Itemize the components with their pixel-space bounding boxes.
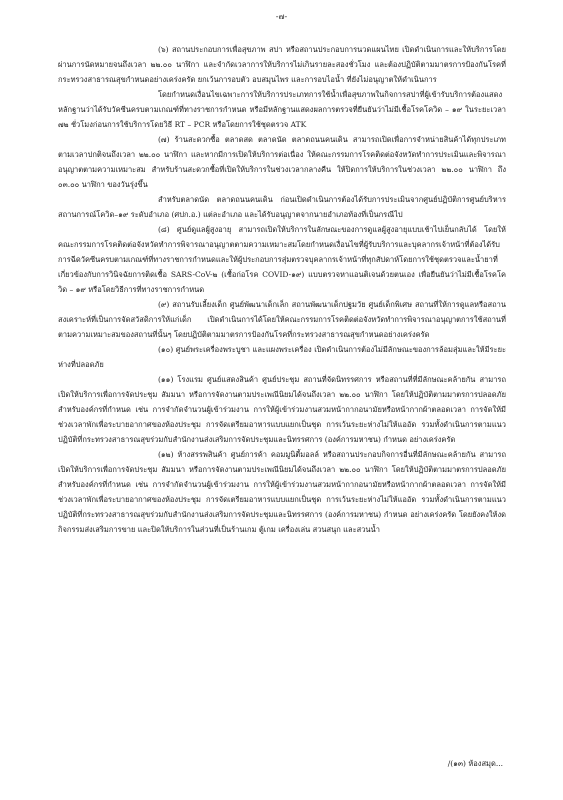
page-number: -๗- <box>275 12 288 21</box>
paragraph-item-6: (๖) สถานประกอบการเพื่อสุขภาพ สปา หรือสถานประกอบการนวดแผนไทย เปิดดำเนินการและให้บริการโดยผ่านการนัดหมายจนถึงเวลา ๒๒.๐๐ นาฬิกา และจำกัดเวลาการให้บริการไม่เกินรายละสองชั่วโมง และต้องปฏิบัติตามมาตรการป้องกันโรคที่กระทรวงสาธารณสุขกำหนดอย่างเคร่งครัด ยกเว้นการอบตัว อบสมุนไพร และการอบไอน้ำ ที่ยังไม่อนุญาตให้ดำเนินการ <box>58 45 506 84</box>
paragraph-market-condition: สำหรับตลาดนัด ตลาดถนนคนเดิน ก่อนเปิดดำเนินการต้องได้รับการประเมินจากศูนย์ปฏิบัติการศูนย์บริหารสถานการณ์โควิด–๑๙ ระดับอำเภอ (ศปก.อ.) แต่ละอำเภอ และได้รับอนุญาตจากนายอำเภอท้องที่เป็นกรณีไป <box>58 195 506 219</box>
paragraph-spa-condition: โดยกำหนดเงื่อนไขเฉพาะการให้บริการประเภทการใช้น้ำเพื่อสุขภาพในกิจการสปาที่ผู้เข้ารับบริการต้องแสดงหลักฐานว่าได้รับวัคซีนครบตามเกณฑ์ที่ทางราชการกำหนด หรือมีหลักฐานแสดงผลการตรวจที่ยืนยันว่าไม่มีเชื้อโรคโควิด – ๑๙ ในระยะเวลา ๗๒ ชั่วโมงก่อนการใช้บริการโดยวิธี RT – PCR หรือโดยการใช้ชุดตรวจ ATK <box>58 90 506 129</box>
document-body <box>58 42 506 537</box>
paragraph-item-10: (๑๐) ศูนย์พระเครื่องพระบูชา และแผงพระเครื่อง เปิดดำเนินการต้องไม่มีลักษณะของการล้อมสุ่มและให้มีระยะห่างที่ปลอดภัย <box>58 345 506 369</box>
continuation-note: /(๑๓) ห้องสมุด... <box>447 759 503 768</box>
paragraph-item-8: (๘) ศูนย์ดูแลผู้สูงอายุ สามารถเปิดให้บริการในลักษณะของการดูแลผู้สูงอายุแบบเช้าไปเย็นกลับได้ โดยให้คณะกรรมการโรคติดต่อจังหวัดทำการพิจารณาอนุญาตตามความเหมาะสมโดยกำหนดเงื่อนไขที่ผู้รับบริการและบุคลากรเจ้าหน้าที่ต้องได้รับการฉีดวัคซีนครบตามเกณฑ์ที่ทางราชการกำหนดและให้ผู้ประกอบการสุ่มตรวจบุคลากรเจ้าหน้าที่ทุกสัปดาห์โดยการใช้ชุดตรวจและน้ำยาที่เกี่ยวข้องกับการวินิจฉัยการติดเชื้อ SARS-CoV-๒ (เชื้อก่อโรค COVID-๑๙) แบบตรวจหาแอนติเจนด้วยตนเอง เพื่อยืนยันว่าไม่มีเชื้อโรคโควิด – ๑๙ หรือโดยวิธีการที่ทางราชการกำหนด <box>58 225 506 294</box>
paragraph-item-7: (๗) ร้านสะดวกซื้อ ตลาดสด ตลาดนัด ตลาดถนนคนเดิน สามารถเปิดเพื่อการจำหน่ายสินค้าได้ทุกประเภทตามเวลาปกติจนถึงเวลา ๒๒.๐๐ นาฬิกา และหากมีการเปิดให้บริการต่อเนื่อง ให้คณะกรรมการโรคติดต่อจังหวัดทำการประเมินและพิจารณาอนุญาตตามความเหมาะสม สำหรับร้านสะดวกซื้อที่เปิดให้บริการในช่วงเวลากลางคืน ให้ปิดการให้บริการในช่วงเวลา ๒๒.๐๐ นาฬิกา ถึง ๐๓.๐๐ นาฬิกา ของวันรุ่งขึ้น <box>58 135 506 189</box>
paragraph-item-11: (๑๑) โรงแรม ศูนย์แสดงสินค้า ศูนย์ประชุม สถานที่จัดนิทรรศการ หรือสถานที่ที่มีลักษณะคล้ายกัน สามารถเปิดให้บริการเพื่อการจัดประชุม สัมมนา หรือการจัดงานตามประเพณีนิยมได้จนถึงเวลา ๒๒.๐๐ นาฬิกา โดยให้ปฏิบัติตามมาตรการปลอดภัยสำหรับองค์กรที่กำหนด เช่น การจำกัดจำนวนผู้เข้าร่วมงาน การให้ผู้เข้าร่วมงานสวมหน้ากากอนามัยหรือหน้ากากผ้าตลอดเวลา การจัดให้มีช่วงเวลาพักเพื่อระบายอากาศของห้องประชุม การจัดเตรียมอาหารแบบแยกเป็นชุด การเว้นระยะห่างไม่ให้แออัด รวมทั้งดำเนินการตามแนวปฏิบัติที่กระทรวงสาธารณสุขร่วมกับสำนักงานส่งเสริมการจัดประชุมและนิทรรศการ (องค์การมหาชน) กำหนด อย่างเคร่งครัด <box>58 375 506 444</box>
paragraph-item-9: (๙) สถานรับเลี้ยงเด็ก ศูนย์พัฒนาเด็กเล็ก สถานพัฒนาเด็กปฐมวัย ศูนย์เด็กพิเศษ สถานที่ให้การดูแลหรือสถานสงเคราะห์ที่เป็นการจัดสวัสดิการให้แก่เด็ก เปิดดำเนินการได้โดยให้คณะกรรมการโรคติดต่อจังหวัดทำการพิจารณาอนุญาตการใช้สถานที่ตามความเหมาะสมของสถานที่นั้นๆ โดยปฏิบัติตามมาตรการป้องกันโรคที่กระทรวงสาธารณสุขกำหนดอย่างเคร่งครัด <box>58 300 506 339</box>
paragraph-item-12: (๑๒) ห้างสรรพสินค้า ศูนย์การค้า คอมมูนิตี้มอลล์ หรือสถานประกอบกิจการอื่นที่มีลักษณะคล้ายกัน สามารถเปิดให้บริการเพื่อการจัดประชุม สัมมนา หรือการจัดงานตามประเพณีนิยมได้จนถึงเวลา ๒๒.๐๐ นาฬิกา โดยให้ปฏิบัติตามมาตรการปลอดภัยสำหรับองค์กรที่กำหนด เช่น การจำกัดจำนวนผู้เข้าร่วมงาน การให้ผู้เข้าร่วมงานสวมหน้ากากอนามัยหรือหน้ากากผ้าตลอดเวลา การจัดให้มีช่วงเวลาพักเพื่อระบายอากาศของห้องประชุม การจัดเตรียมอาหารแบบแยกเป็นชุด การเว้นระยะห่างไม่ให้แออัด รวมทั้งดำเนินการตามแนวปฏิบัติที่กระทรวงสาธารณสุขร่วมกับสำนักงานส่งเสริมการจัดประชุมและนิทรรศการ (องค์การมหาชน) กำหนด อย่างเคร่งครัด โดยยังคงให้งดกิจกรรมส่งเสริมการขาย และปิดให้บริการในส่วนที่เป็นร้านเกม ตู้เกม เครื่องเล่น สวนสนุก และสวนน้ำ <box>58 450 506 534</box>
